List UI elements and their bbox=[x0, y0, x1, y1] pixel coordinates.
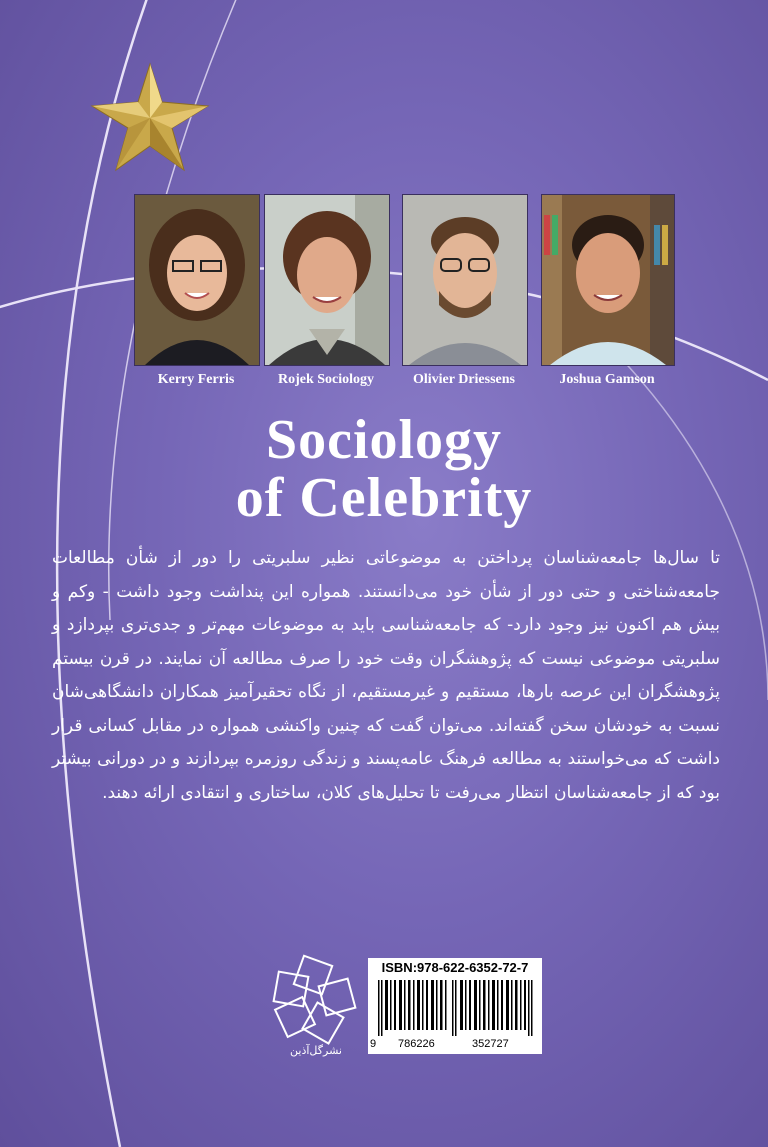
isbn-barcode bbox=[368, 958, 542, 1054]
barcode-bars bbox=[376, 980, 534, 1036]
author-photo-kerry-ferris bbox=[134, 194, 260, 366]
barcode-digits-left: 786226 bbox=[398, 1038, 435, 1050]
author-name: Joshua Gamson bbox=[559, 372, 655, 387]
author-name: Olivier Driessens bbox=[412, 372, 515, 387]
author-name: Rojek Sociology bbox=[277, 372, 375, 387]
barcode-digit-lead: 9 bbox=[370, 1038, 377, 1050]
author-name: Kerry Ferris bbox=[157, 372, 235, 387]
barcode-digits-right: 352727 bbox=[472, 1038, 509, 1050]
publisher-name: نشرگل‌آذین bbox=[290, 1044, 342, 1057]
author-photo-joshua-gamson bbox=[541, 194, 675, 366]
book-title-line-1: Sociology bbox=[265, 409, 503, 471]
book-description: تا سال‌ها جامعه‌شناسان پرداختن به موضوعاتی نظیر سلبریتی را دور از شأن مطالعات جامعه‌شناختی و حتی دور از شأن خود می‌دانستند. همواره این پنداشت وجود داشت - وکم و بیش هم اکنون نیز وجود دارد- که جامعه‌شناسی باید به موضوعات مهم‌تر و جدی‌تری بپردازد و سلبریتی موضوعی نیست که پژوهشگران وقت خود را صرف مطالعه آن نمایند. در قرن بیستم پژوهشگران این عرصه بارها، مستقیم و غیرمستقیم، از نگاه تحقیرآمیز همکاران دانشگاهی‌شان نسبت به خودشان سخن گفته‌اند. می‌توان گفت که چنین واکنشی همواره در مقابل کسانی قرار داشت که می‌خواستند به مطالعه فرهنگ عامه‌پسند و زندگی روزمره بپردازند و در دورانی بیشتر بود که از جامعه‌شناسان انتظار می‌رفت تا تحلیل‌های کلان، ساختاری و انتقادی ارائه دهند. bbox=[52, 548, 720, 803]
book-title-line-2: of Celebrity bbox=[235, 467, 533, 529]
gold-star-icon bbox=[88, 62, 212, 172]
author-photo-olivier-driessens bbox=[402, 194, 528, 366]
author-photo-rojek bbox=[264, 194, 390, 366]
isbn-label: ISBN:978-622-6352-72-7 bbox=[381, 960, 529, 975]
